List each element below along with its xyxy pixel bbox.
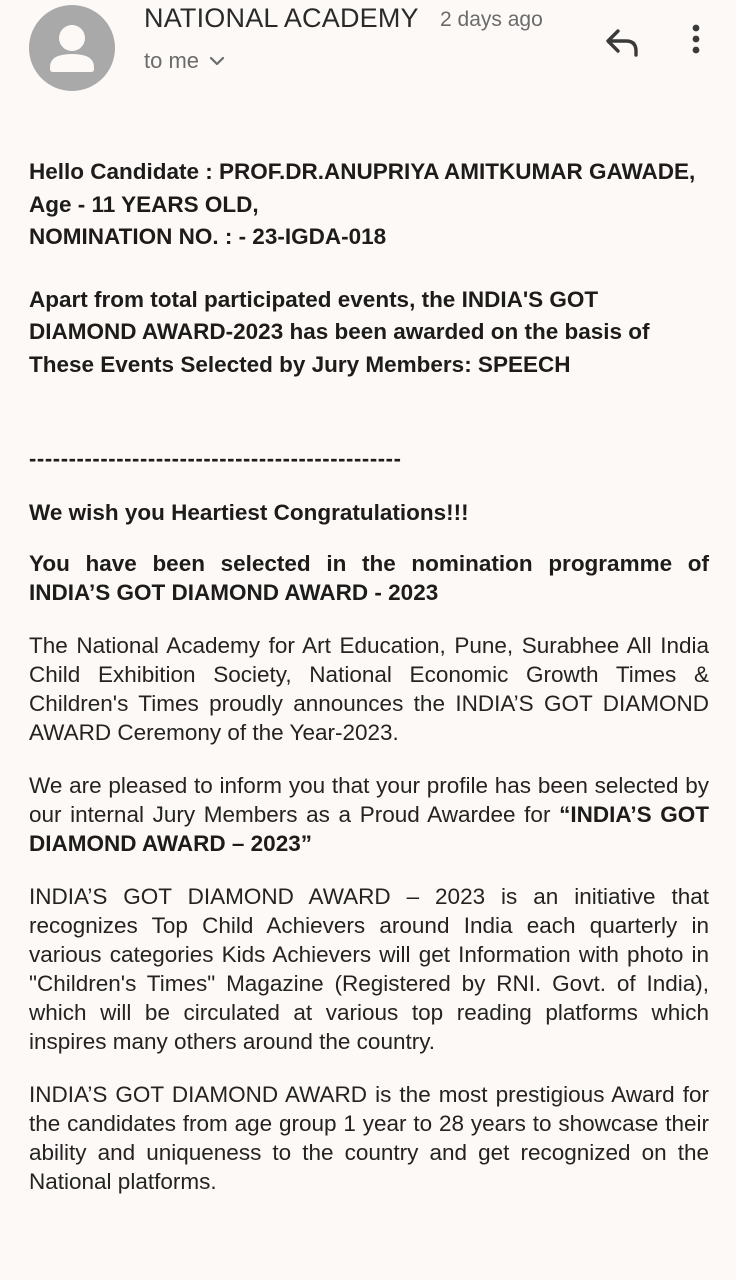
congratulations-line: We wish you Heartiest Congratulations!!! <box>29 500 469 525</box>
prestige-paragraph: INDIA’S GOT DIAMOND AWARD is the most prestigious Award for the candidates from age group 1 year to 28 years to showcase their ability and uniqueness to the country and get recognized on the National platforms. <box>29 1082 709 1194</box>
email-body <box>29 156 709 1196</box>
sender-name[interactable]: NATIONAL ACADEMY <box>144 3 419 33</box>
email-header <box>0 0 736 100</box>
reply-icon[interactable] <box>600 22 644 62</box>
inform-paragraph <box>29 771 709 858</box>
dashed-divider: ----------------------------------------------- <box>29 446 402 471</box>
selection-paragraph: You have been selected in the nomination programme of INDIA’S GOT DIAMOND AWARD - 2023 <box>29 551 709 605</box>
more-vert-icon[interactable] <box>684 20 708 60</box>
greeting-line: Hello Candidate : PROF.DR.ANUPRIYA AMITKUMAR GAWADE, <box>29 159 696 184</box>
award-name-highlight: “INDIA’S GOT DIAMOND AWARD – 2023” <box>29 802 709 856</box>
events-paragraph: Apart from total participated events, the INDIA'S GOT DIAMOND AWARD-2023 has been awarded on the basis of These Events Selected by Jury Members: SPEECH <box>29 286 650 377</box>
person-avatar-icon[interactable] <box>29 5 115 91</box>
announcement-paragraph: The National Academy for Art Education, Pune, Surabhee All India Child Exhibition Society, National Economic Growth Times & Children's Times proudly announces the INDIA’S GOT DIAMOND AWARD Ceremony of the Year-2023. <box>29 633 709 745</box>
received-time: 2 days ago <box>440 8 543 31</box>
recipient-label: to me <box>144 48 200 73</box>
recipient-details-toggle[interactable] <box>144 48 225 74</box>
age-line: Age - 11 YEARS OLD, <box>29 191 259 217</box>
inform-paragraph-text: We are pleased to inform you that your profile has been selected by our internal Jury Members as a Proud Awardee for <box>29 773 709 827</box>
nomination-line: NOMINATION NO. : - 23-IGDA-018 <box>29 224 387 249</box>
chevron-down-icon <box>209 55 225 67</box>
initiative-paragraph: INDIA’S GOT DIAMOND AWARD – 2023 is an initiative that recognizes Top Child Achievers around India each quarterly in various categories Kids Achievers will get Information with photo in "Children's Times" Magazine (Registered by RNI. Govt. of India), which will be circulated at various top reading platforms which inspires many others around the country. <box>29 884 709 1054</box>
